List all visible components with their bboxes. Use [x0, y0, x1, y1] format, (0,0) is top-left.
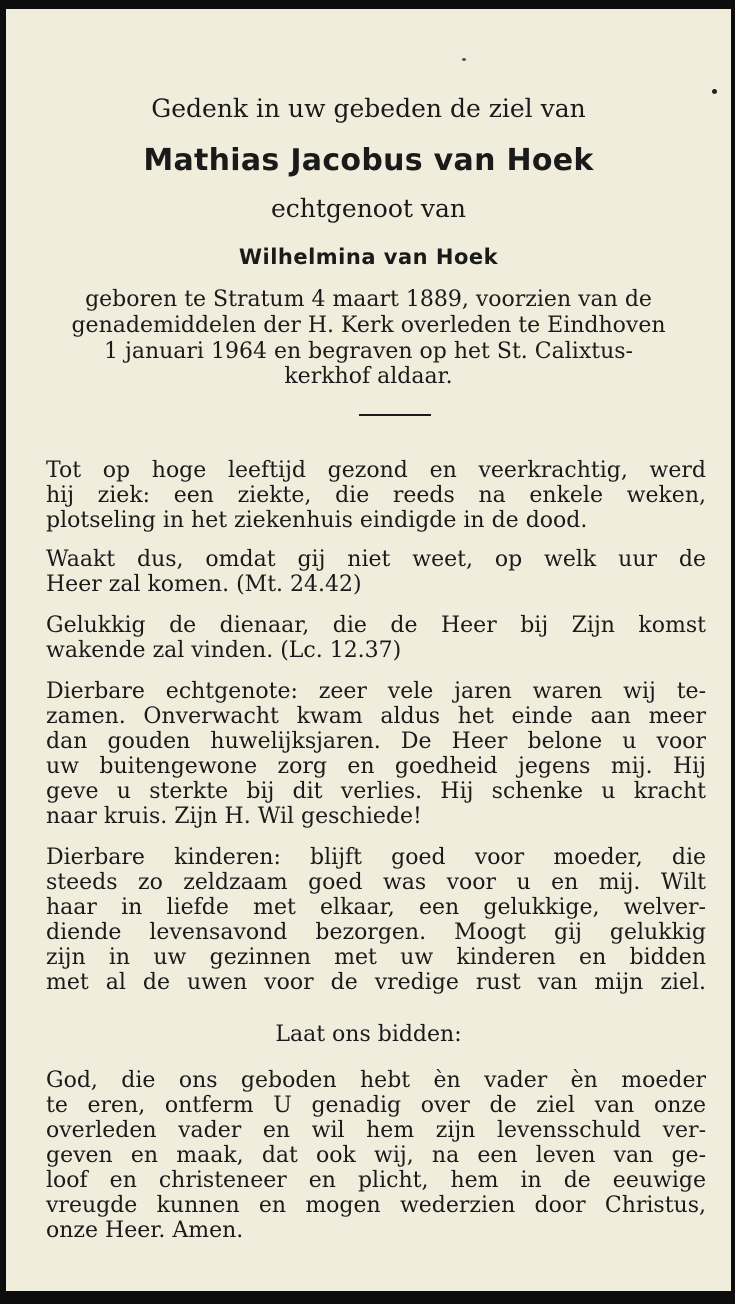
text-line: Dierbare echtgenote: zeer vele jaren waren wij te-: [46, 679, 706, 704]
ink-speck: [712, 89, 717, 94]
text-line: Tot op hoge leeftijd gezond en veerkrachtig, werd: [46, 458, 706, 483]
biography-line: genademiddelen der H. Kerk overleden te Eindhoven: [71, 313, 666, 338]
text-line: geve u sterkte bij dit verlies. Hij schenke u kracht: [46, 779, 706, 804]
text-line: overleden vader en wil hem zijn levensschuld ver-: [46, 1118, 706, 1143]
ink-speck: [462, 58, 466, 61]
text-line: zijn in uw gezinnen met uw kinderen en bidden: [46, 945, 706, 970]
relation-line: echtgenoot van: [270, 194, 467, 223]
biography-line: geboren te Stratum 4 maart 1889, voorzien van de: [85, 287, 652, 312]
text-line: te eren, ontferm U genadig over de ziel van onze: [46, 1093, 706, 1118]
text-line: Gelukkig de dienaar, die de Heer bij Zijn komst: [46, 613, 706, 638]
text-line: Dierbare kinderen: blijft goed voor moeder, die: [46, 845, 706, 870]
text-line: loof en christeneer en plicht, hem in de eeuwige: [46, 1168, 706, 1193]
spouse-name: Wilhelmina van Hoek: [238, 245, 499, 269]
text-line: Heer zal komen. (Mt. 24.42): [46, 572, 362, 597]
text-line: steeds zo zeldzaam goed was voor u en mij. Wilt: [46, 870, 706, 895]
text-line: dan gouden huwelijksjaren. De Heer belone u voor: [46, 729, 706, 754]
text-line: plotseling in het ziekenhuis eindigde in de dood.: [46, 508, 588, 533]
memorial-card: [6, 9, 731, 1291]
prayer-heading: Laat ons bidden:: [275, 1022, 462, 1047]
divider: [359, 414, 431, 416]
text-line: vreugde kunnen en mogen wederzien door Christus,: [46, 1193, 706, 1218]
text-line: diende levensavond bezorgen. Moogt gij gelukkig: [46, 920, 706, 945]
text-line: Waakt dus, omdat gij niet weet, op welk uur de: [46, 547, 706, 572]
text-line: onze Heer. Amen.: [46, 1218, 244, 1243]
deceased-name: Mathias Jacobus van Hoek: [143, 143, 594, 178]
text-line: wakende zal vinden. (Lc. 12.37): [46, 638, 402, 663]
text-line: geven en maak, dat ook wij, na een leven van ge-: [46, 1143, 706, 1168]
biography-line: 1 januari 1964 en begraven op het St. Calixtus-: [104, 339, 633, 364]
text-line: haar in liefde met elkaar, een gelukkige, welver-: [46, 895, 706, 920]
text-line: uw buitengewone zorg en goedheid jegens mij. Hij: [46, 754, 706, 779]
biography-line: kerkhof aldaar.: [284, 364, 453, 389]
text-line: zamen. Onverwacht kwam aldus het einde aan meer: [46, 704, 706, 729]
text-line: God, die ons geboden hebt èn vader èn moeder: [46, 1068, 706, 1093]
text-line: met al de uwen voor de vredige rust van mijn ziel.: [46, 970, 706, 995]
text-line: hij ziek: een ziekte, die reeds na enkele weken,: [46, 483, 706, 508]
text-line: naar kruis. Zijn H. Wil geschiede!: [46, 804, 422, 829]
intro-line: Gedenk in uw gebeden de ziel van: [151, 94, 586, 123]
